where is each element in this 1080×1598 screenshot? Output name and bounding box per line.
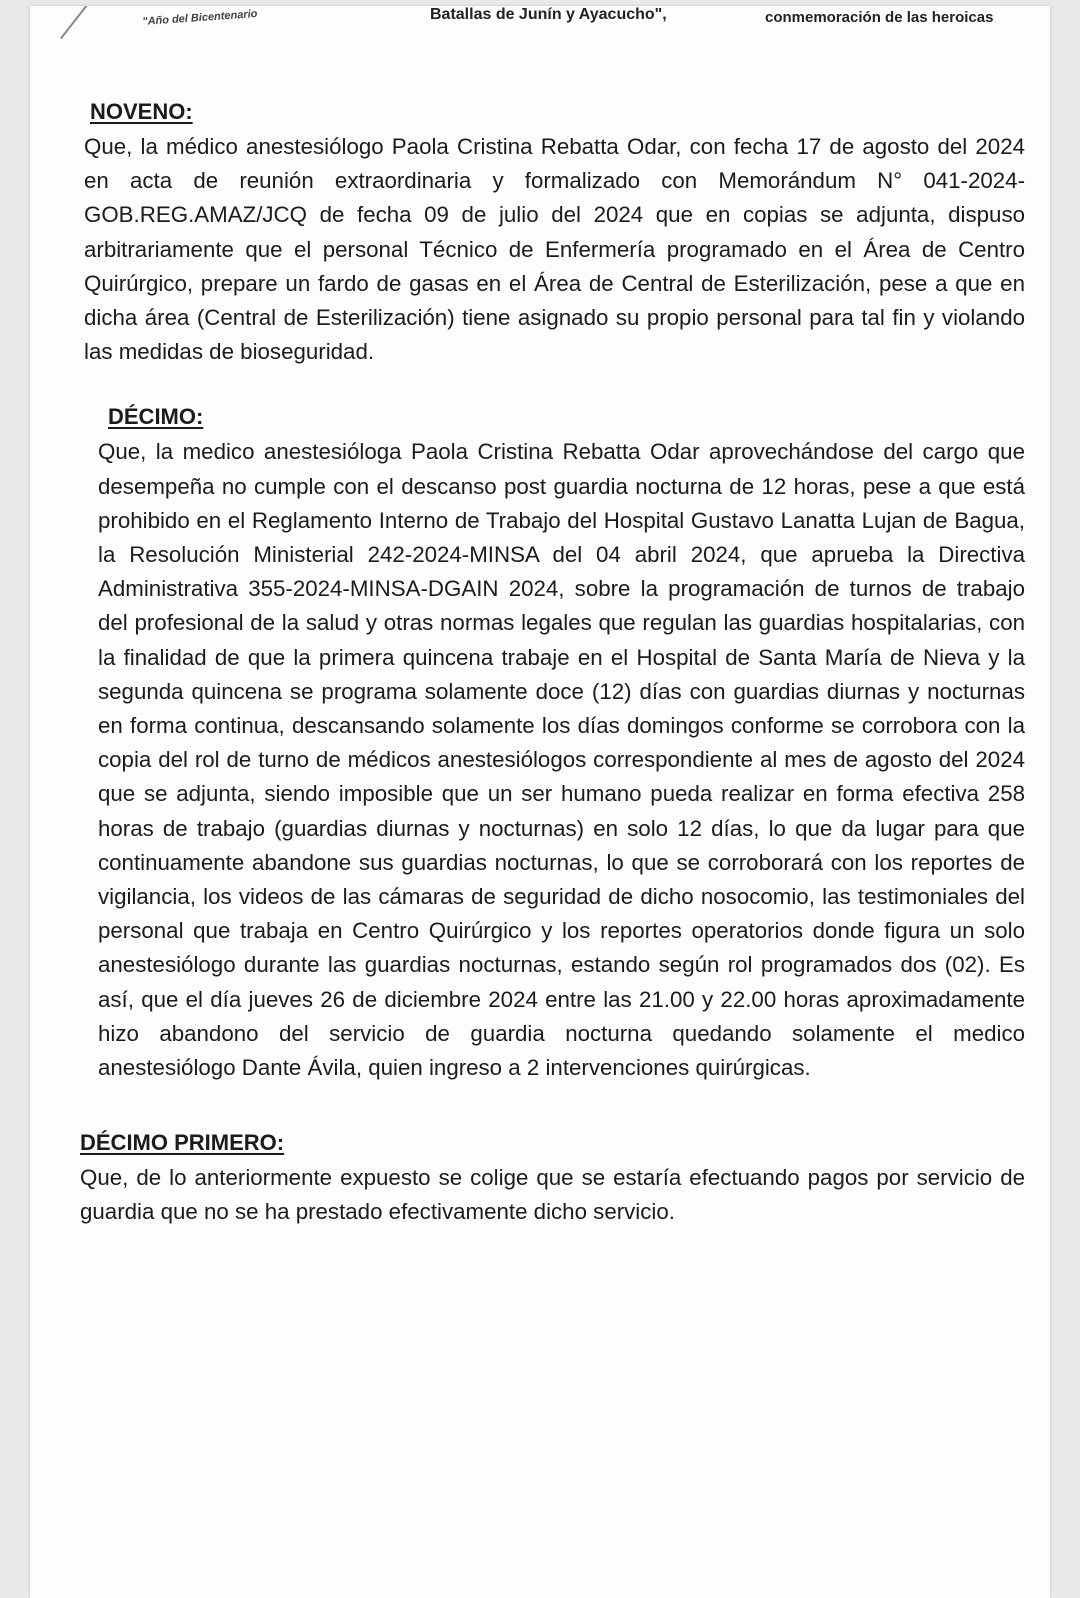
document-page [30, 6, 1050, 1598]
header-commemoration-text: conmemoración de las heroicas [765, 9, 994, 26]
section-heading: DÉCIMO PRIMERO: [80, 1130, 285, 1156]
section-decimo [80, 403, 1025, 1085]
section-paragraph: Que, la médico anestesiólogo Paola Cristina Rebatta Odar, con fecha 17 de agosto del 2024 en acta de reunión extraordinaria y formalizado con Memorándum N° 041-2024-GOB.REG.AMAZ/JCQ de fecha 09 de julio del 2024 que en copias se adjunta, dispuso arbitrariamente que el personal Técnico de Enfermería programado en el Área de Centro Quirúrgico, prepare un fardo de gasas en el Área de Central de Esterilización, pese a que en dicha área (Central de Esterilización) tiene asignado su propio personal para tal fin y violando las medidas de bioseguridad. [84, 134, 1025, 365]
section-paragraph: Que, de lo anteriormente expuesto se colige que se estaría efectuando pagos por servicio de guardia que no se ha prestado efectivamente dicho servicio. [80, 1165, 1025, 1225]
section-noveno [80, 98, 1025, 369]
section-heading: NOVENO: [90, 99, 193, 124]
section-decimo-primero [80, 1129, 1025, 1229]
header-year-motto: "Año del Bicentenario [142, 7, 258, 28]
section-paragraph: Que, la medico anestesióloga Paola Cristina Rebatta Odar aprovechándose del cargo que desempeña no cumple con el descanso post guardia nocturna de 12 horas, pese a que está prohibido en el Reglamento Interno de Trabajo del Hospital Gustavo Lanatta Lujan de Bagua, la Resolución Ministerial 242-2024-MINSA del 04 abril 2024, que aprueba la Directiva Administrativa 355-2024-MINSA-DGAIN 2024, sobre la programación de turnos de trabajo del profesional de la salud y otras normas legales que regulan las guardias hospitalarias, con la finalidad de que la primera quincena trabaje en el Hospital de Santa María de Nieva y la segunda quincena se programa solamente doce (12) días con guardias diurnas y nocturnas en forma continua, descansando solamente los días domingos conforme se corrobora con la copia del rol de turno de médicos anestesiólogos correspondiente al mes de agosto del 2024 que se adjunta, siendo imposible que un ser humano pueda realizar en forma efectiva 258 horas de trabajo (guardias diurnas y nocturnas) en solo 12 días, lo que da lugar para que continuamente abandone sus guardias nocturnas, lo que se corroborará con los reportes de vigilancia, los videos de las cámaras de seguridad de dicho nosocomio, las testimoniales del personal que trabaja en Centro Quirúrgico y los reportes operatorios donde figura un solo anestesiólogo durante las guardias nocturnas, estando según rol programados dos (02). Es así, que el día jueves 26 de diciembre 2024 entre las 21.00 y 22.00 horas aproximadamente hizo abandono del servicio de guardia nocturna quedando solamente el medico anestesiólogo Dante Ávila, quien ingreso a 2 intervenciones quirúrgicas. [98, 439, 1025, 1081]
document-body [80, 98, 1025, 1230]
section-heading: DÉCIMO: [108, 404, 204, 430]
header-battles-text: Batallas de Junín y Ayacucho", [430, 6, 667, 23]
document-header [30, 6, 1050, 46]
